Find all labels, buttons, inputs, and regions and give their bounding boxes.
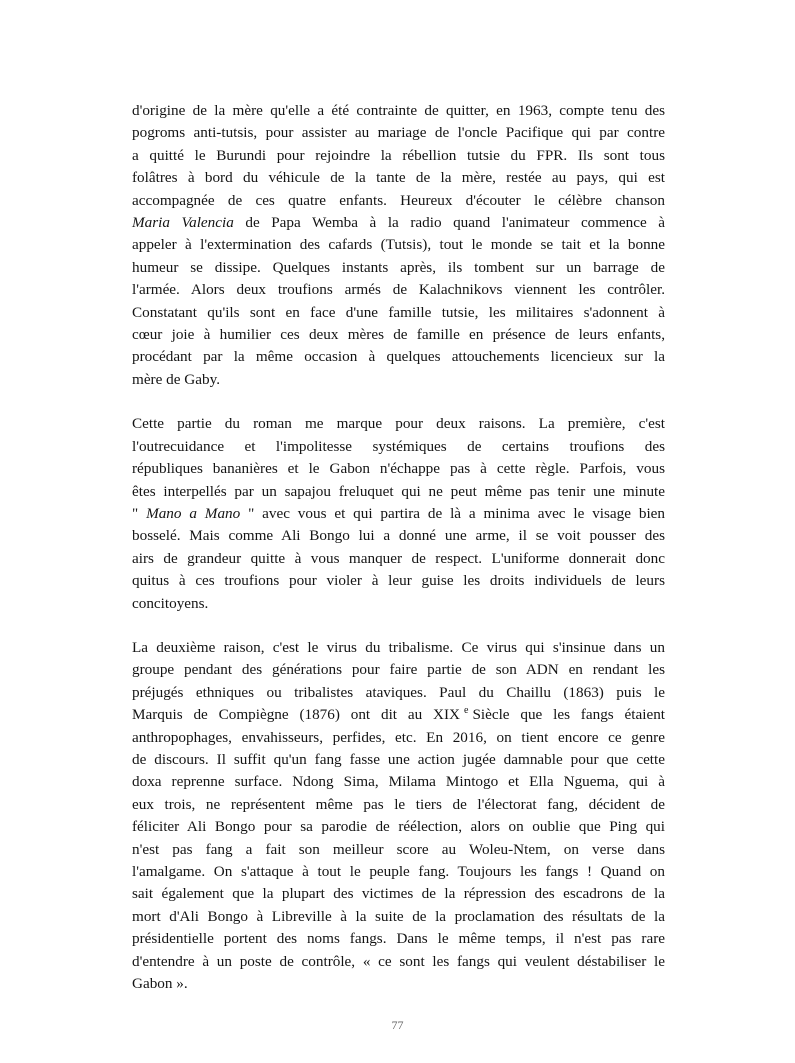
text-line: bosselé. Mais comme Ali Bongo lui a donné une arme, il se voit pousser des <box>132 527 665 545</box>
paragraph-3 <box>132 637 665 996</box>
text-line: humeur se dissipe. Quelques instants après, ils tombent sur un barrage de <box>132 258 665 276</box>
document-page <box>132 100 665 1017</box>
text-line: La deuxième raison, c'est le virus du tribalisme. Ce virus qui s'insinue dans un <box>132 638 665 656</box>
text-line: appeler à l'extermination des cafards (Tutsis), tout le monde se tait et la bonne <box>132 236 665 254</box>
text-line: d'entendre à un poste de contrôle, « ce sont les fangs qui veulent déstabiliser le <box>132 952 665 970</box>
text-line: l'armée. Alors deux troufions armés de Kalachnikovs viennent les contrôler. <box>132 281 665 299</box>
text-line: accompagnée de ces quatre enfants. Heureux d'écouter le célèbre chanson <box>132 191 665 209</box>
text-line: quitus à ces troufions pour violer à leur guise les droits individuels de leurs <box>132 572 665 590</box>
paragraph-2 <box>132 413 665 615</box>
text-line: procédant par la même occasion à quelques attouchements licencieux sur la <box>132 348 665 366</box>
text-line: folâtres à bord du véhicule de la tante de la mère, restée au pays, qui est <box>132 169 665 187</box>
text-line: l'outrecuidance et l'impolitesse systémiques de certains troufions des <box>132 437 665 455</box>
text-fragment: Siècle que les fangs étaient <box>472 706 666 724</box>
text-line: mort d'Ali Bongo à Libreville à la suite de la proclamation des résultats de la <box>132 907 665 925</box>
text-line: êtes interpellés par un sapajou freluquet qui ne peut même pas tenir une minute <box>132 482 665 500</box>
text-line: Gabon ». <box>132 975 188 993</box>
text-line: présidentielle portent des noms fangs. Dans le même temps, il n'est pas rare <box>132 930 665 948</box>
text-fragment: Marquis de Compiègne (1876) ont dit au XIX <box>132 706 460 724</box>
text-line: doxa reprenne surface. Ndong Sima, Milama Mintogo et Ella Nguema, qui à <box>132 773 665 791</box>
page-number: 77 <box>391 1018 404 1032</box>
text-fragment: " <box>132 504 147 522</box>
text-line: féliciter Ali Bongo pour sa parodie de réélection, alors on oublie que Ping qui <box>132 818 665 836</box>
text-line: eux trois, ne représentent même pas le tiers de l'électorat fang, décident de <box>132 795 665 813</box>
text-line: républiques bananières et le Gabon n'échappe pas à cette règle. Parfois, vous <box>132 460 665 478</box>
paragraph-1 <box>132 100 665 391</box>
text-line: d'origine de la mère qu'elle a été contrainte de quitter, en 1963, compte tenu des <box>132 102 665 119</box>
text-line: anthropophages, envahisseurs, perfides, etc. En 2016, on tient encore ce genre <box>132 728 665 746</box>
text-fragment: de Papa Wemba à la radio quand l'animateur commence à <box>233 214 666 232</box>
text-line: sait également que la plupart des victimes de la répression des escadrons de la <box>132 885 665 903</box>
text-line: groupe pendant des générations pour faire partie de son ADN en rendant les <box>132 661 665 679</box>
text-line <box>132 503 665 525</box>
text-line <box>132 704 665 726</box>
text-line: a quitté le Burundi pour rejoindre la rébellion tutsie du FPR. Ils sont tous <box>132 146 665 164</box>
text-line <box>132 212 665 234</box>
text-line: cœur joie à humilier ces deux mères de famille en présence de leurs enfants, <box>132 326 665 344</box>
text-line: airs de grandeur quitte à vous manquer de respect. L'uniforme donnerait donc <box>132 549 665 567</box>
text-line: Constatant qu'ils sont en face d'une famille tutsie, les militaires s'adonnent à <box>132 303 665 321</box>
text-line: l'amalgame. On s'attaque à tout le peuple fang. Toujours les fangs ! Quand on <box>132 863 665 880</box>
text-line: Cette partie du roman me marque pour deux raisons. La première, c'est <box>132 415 665 433</box>
text-line: préjugés ethniques ou tribalistes ataviques. Paul du Chaillu (1863) puis le <box>132 683 665 701</box>
text-line: pogroms anti-tutsis, pour assister au mariage de l'oncle Pacifique qui par contre <box>132 124 665 142</box>
text-line: n'est pas fang a fait son meilleur score au Woleu-Ntem, on verse dans <box>132 840 665 858</box>
expression-title: Mano a Mano <box>146 504 241 522</box>
song-title: Maria Valencia <box>132 214 234 232</box>
text-fragment: " avec vous et qui partira de là a minima avec le visage bien <box>240 504 666 522</box>
superscript: e <box>463 705 469 717</box>
text-line: concitoyens. <box>132 594 209 612</box>
text-line: mère de Gaby. <box>132 370 220 388</box>
text-line: de discours. Il suffit qu'un fang fasse une action jugée damnable pour que cette <box>132 750 665 768</box>
